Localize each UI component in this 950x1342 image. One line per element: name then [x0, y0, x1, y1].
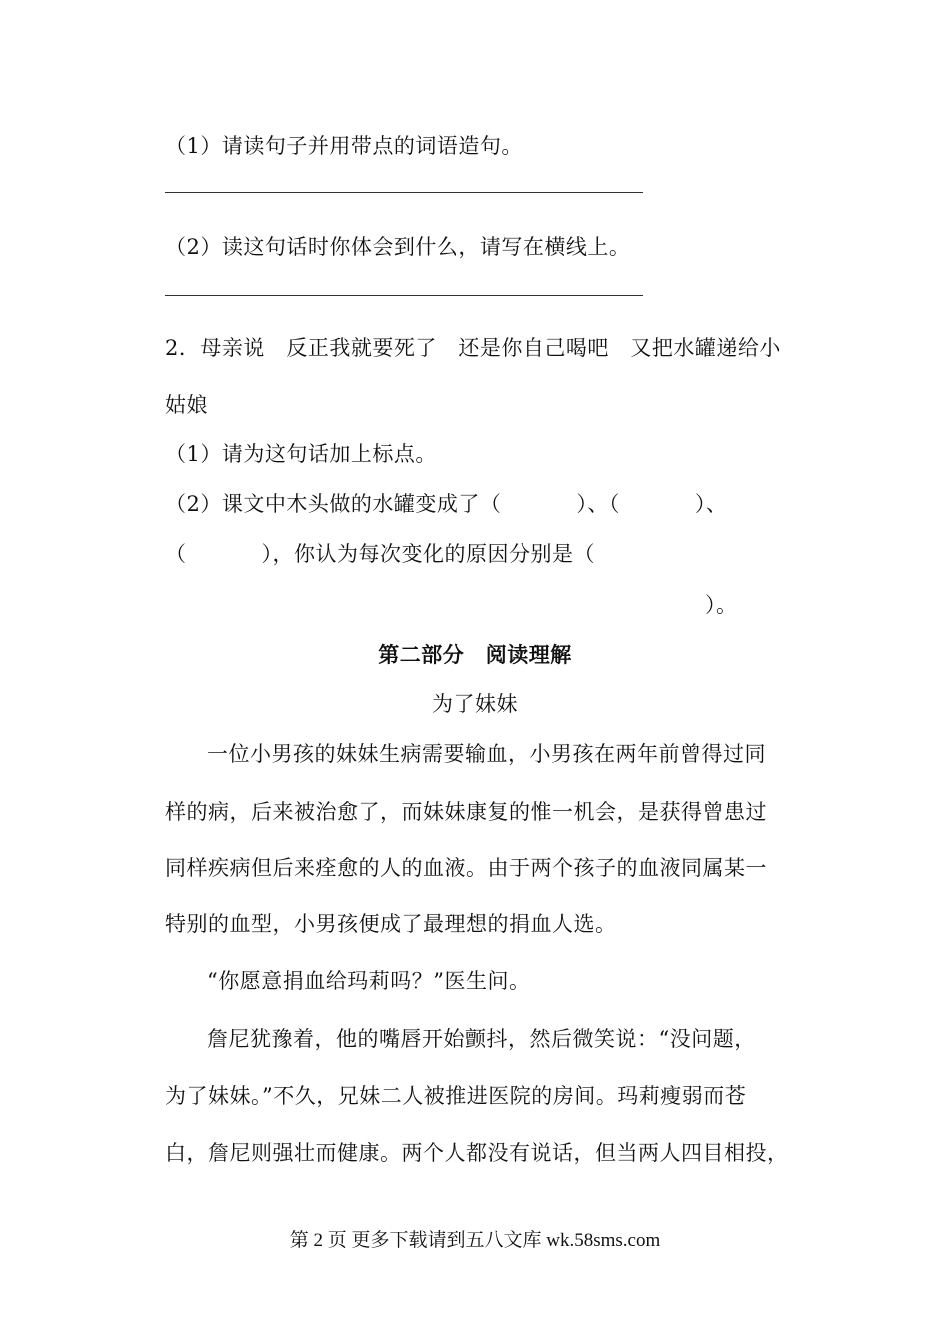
q2-sub2-text-a: （2）课文中木头做的水罐变成了（: [165, 492, 502, 516]
q2-sub2-text-c: ）、: [694, 492, 728, 516]
section-title: 第二部分 阅读理解: [378, 642, 572, 667]
article-line: 同样疾病但后来痊愈的人的血液。由于两个孩子的血液同属某一: [165, 856, 767, 880]
page-footer: 第 2 页 更多下载请到五八文库 wk.58sms.com: [289, 1230, 661, 1251]
article-line: 样的病，后来被治愈了，而妹妹康复的惟一机会，是获得曾患过: [165, 800, 767, 824]
q2-sub2-line1: [165, 489, 790, 519]
article-line: “你愿意捐血给玛莉吗？”医生问。: [207, 969, 531, 993]
q2-sub2-text-e: ），你认为每次变化的原因分别是（: [261, 542, 595, 566]
q2-sub2-line2: [165, 539, 790, 569]
q2-sub2-text-b: ）、（: [576, 492, 620, 516]
q2-sentence-line2: 姑娘: [165, 393, 208, 417]
article-line: 詹尼犹豫着，他的嘴唇开始颤抖，然后微笑说：“没问题，: [207, 1027, 756, 1051]
answer-line-1: [165, 192, 643, 193]
article-line: 为了妹妹。”不久，兄妹二人被推进医院的房间。玛莉瘦弱而苍: [165, 1084, 747, 1108]
q1-sub1: （1）请读句子并用带点的词语造句。: [165, 134, 523, 158]
q2-sub2-text-d: （: [165, 542, 187, 566]
article-line: 白，詹尼则强壮而健康。两个人都没有说话，但当两人四目相投，: [165, 1141, 789, 1165]
q2-sub2-line3: ）。: [705, 593, 738, 617]
article-line: 一位小男孩的妹妹生病需要输血，小男孩在两年前曾得过同: [207, 742, 766, 766]
answer-line-2: [165, 295, 643, 296]
article-title: 为了妹妹: [432, 692, 518, 716]
q2-sentence-line1: 2．母亲说 反正我就要死了 还是你自己喝吧 又把水罐递给小: [165, 336, 781, 360]
article-line: 特别的血型，小男孩便成了最理想的捐血人选。: [165, 912, 617, 936]
q2-sub1: （1）请为这句话加上标点。: [165, 442, 437, 466]
q1-sub2: （2）读这句话时你体会到什么，请写在横线上。: [165, 235, 631, 259]
